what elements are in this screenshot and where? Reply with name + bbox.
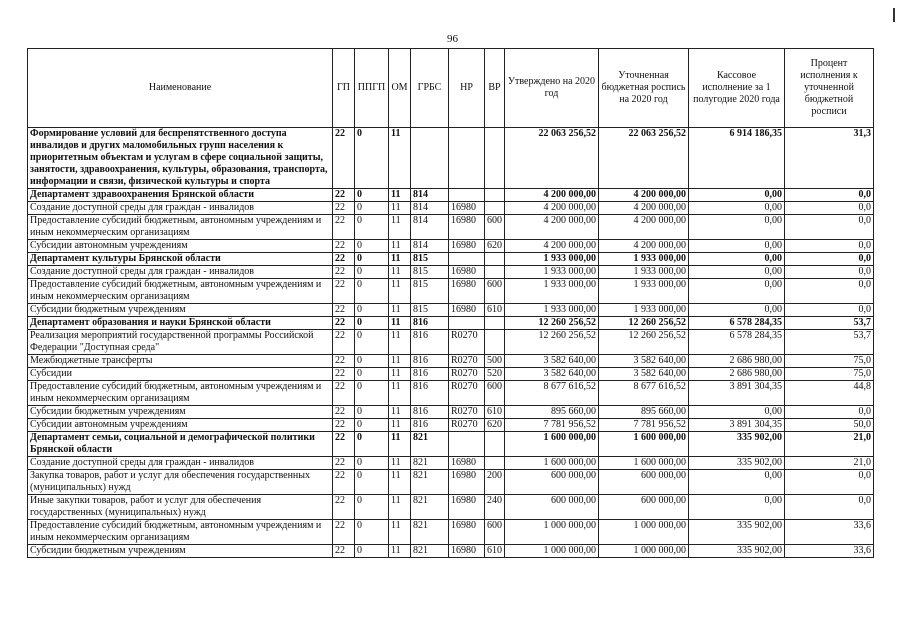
cell-nr bbox=[449, 128, 485, 189]
cell-nr bbox=[449, 253, 485, 266]
cell-approved: 600 000,00 bbox=[505, 495, 599, 520]
cell-grbs: 814 bbox=[411, 240, 449, 253]
cell-name: Субсидии бюджетным учреждениям bbox=[28, 545, 333, 558]
header-gp: ГП bbox=[333, 49, 355, 128]
cell-approved: 4 200 000,00 bbox=[505, 240, 599, 253]
cell-grbs: 814 bbox=[411, 202, 449, 215]
cell-grbs: 821 bbox=[411, 545, 449, 558]
cell-ppgp: 0 bbox=[355, 545, 389, 558]
cell-om: 11 bbox=[389, 215, 411, 240]
cell-gp: 22 bbox=[333, 202, 355, 215]
cell-ppgp: 0 bbox=[355, 368, 389, 381]
cell-vr: 520 bbox=[485, 368, 505, 381]
cell-om: 11 bbox=[389, 266, 411, 279]
header-vr: ВР bbox=[485, 49, 505, 128]
cell-gp: 22 bbox=[333, 266, 355, 279]
table-row bbox=[28, 317, 874, 330]
cell-ppgp: 0 bbox=[355, 495, 389, 520]
table-row bbox=[28, 202, 874, 215]
cell-approved: 3 582 640,00 bbox=[505, 368, 599, 381]
cell-cash: 3 891 304,35 bbox=[689, 419, 785, 432]
cell-cash: 0,00 bbox=[689, 240, 785, 253]
cell-refined: 1 933 000,00 bbox=[599, 266, 689, 279]
cell-om: 11 bbox=[389, 520, 411, 545]
cell-refined: 4 200 000,00 bbox=[599, 215, 689, 240]
header-percent: Процент исполнения к уточненной бюджетной росписи bbox=[785, 49, 874, 128]
cell-vr: 610 bbox=[485, 545, 505, 558]
cell-nr: R0270 bbox=[449, 419, 485, 432]
page-number: 96 bbox=[447, 33, 458, 45]
cell-grbs: 815 bbox=[411, 266, 449, 279]
cell-om: 11 bbox=[389, 457, 411, 470]
cell-approved: 1 933 000,00 bbox=[505, 253, 599, 266]
cell-percent: 0,0 bbox=[785, 202, 874, 215]
cell-name: Формирование условий для беспрепятственного доступа инвалидов и других маломобильных групп населения к приоритетным объектам и услугам в сфере социальной защиты, занятости, здравоохранения, культуры, образования, транспорта, информации и связи, физической культуры и спорта bbox=[28, 128, 333, 189]
cell-cash: 6 914 186,35 bbox=[689, 128, 785, 189]
table-row bbox=[28, 470, 874, 495]
cell-vr bbox=[485, 432, 505, 457]
cell-approved: 3 582 640,00 bbox=[505, 355, 599, 368]
cell-approved: 600 000,00 bbox=[505, 470, 599, 495]
header-om: ОМ bbox=[389, 49, 411, 128]
cell-grbs: 821 bbox=[411, 495, 449, 520]
cell-name: Субсидии автономным учреждениям bbox=[28, 419, 333, 432]
cell-nr: 16980 bbox=[449, 457, 485, 470]
cell-cash: 2 686 980,00 bbox=[689, 368, 785, 381]
table-row bbox=[28, 545, 874, 558]
cell-approved: 1 000 000,00 bbox=[505, 520, 599, 545]
cell-om: 11 bbox=[389, 317, 411, 330]
cell-approved: 1 933 000,00 bbox=[505, 279, 599, 304]
cell-percent: 0,0 bbox=[785, 189, 874, 202]
cell-nr: 16980 bbox=[449, 470, 485, 495]
cell-om: 11 bbox=[389, 253, 411, 266]
table-row bbox=[28, 304, 874, 317]
cell-gp: 22 bbox=[333, 317, 355, 330]
cell-refined: 1 000 000,00 bbox=[599, 520, 689, 545]
cell-om: 11 bbox=[389, 419, 411, 432]
cell-cash: 0,00 bbox=[689, 215, 785, 240]
cell-approved: 4 200 000,00 bbox=[505, 189, 599, 202]
cell-gp: 22 bbox=[333, 368, 355, 381]
cell-vr bbox=[485, 202, 505, 215]
table-row bbox=[28, 215, 874, 240]
cell-percent: 21,0 bbox=[785, 432, 874, 457]
cell-name: Предоставление субсидий бюджетным, автономным учреждениям и иным некоммерческим организациям bbox=[28, 520, 333, 545]
cell-name: Создание доступной среды для граждан - инвалидов bbox=[28, 266, 333, 279]
cell-name: Субсидии автономным учреждениям bbox=[28, 240, 333, 253]
cell-cash: 0,00 bbox=[689, 304, 785, 317]
table-row bbox=[28, 266, 874, 279]
cell-name: Департамент здравоохранения Брянской области bbox=[28, 189, 333, 202]
table-row bbox=[28, 495, 874, 520]
cell-gp: 22 bbox=[333, 355, 355, 368]
table-row bbox=[28, 128, 874, 189]
cell-approved: 12 260 256,52 bbox=[505, 330, 599, 355]
cell-approved: 1 933 000,00 bbox=[505, 266, 599, 279]
cell-vr: 610 bbox=[485, 406, 505, 419]
cell-name: Предоставление субсидий бюджетным, автономным учреждениям и иным некоммерческим организациям bbox=[28, 381, 333, 406]
cell-percent: 0,0 bbox=[785, 266, 874, 279]
cell-refined: 1 933 000,00 bbox=[599, 304, 689, 317]
cell-percent: 53,7 bbox=[785, 330, 874, 355]
cell-om: 11 bbox=[389, 330, 411, 355]
cell-vr: 620 bbox=[485, 419, 505, 432]
cell-approved: 1 600 000,00 bbox=[505, 457, 599, 470]
cell-gp: 22 bbox=[333, 253, 355, 266]
cell-approved: 895 660,00 bbox=[505, 406, 599, 419]
cell-cash: 0,00 bbox=[689, 202, 785, 215]
cell-refined: 3 582 640,00 bbox=[599, 355, 689, 368]
table-row bbox=[28, 419, 874, 432]
cell-vr: 240 bbox=[485, 495, 505, 520]
cell-vr bbox=[485, 266, 505, 279]
cell-om: 11 bbox=[389, 432, 411, 457]
cell-gp: 22 bbox=[333, 240, 355, 253]
cell-refined: 600 000,00 bbox=[599, 495, 689, 520]
cell-name: Создание доступной среды для граждан - инвалидов bbox=[28, 457, 333, 470]
header-nr: НР bbox=[449, 49, 485, 128]
cell-ppgp: 0 bbox=[355, 202, 389, 215]
cell-gp: 22 bbox=[333, 406, 355, 419]
cell-name: Департамент семьи, социальной и демографической политики Брянской области bbox=[28, 432, 333, 457]
cell-vr: 620 bbox=[485, 240, 505, 253]
cell-om: 11 bbox=[389, 189, 411, 202]
cell-percent: 0,0 bbox=[785, 215, 874, 240]
cell-grbs bbox=[411, 128, 449, 189]
cell-ppgp: 0 bbox=[355, 304, 389, 317]
cell-gp: 22 bbox=[333, 381, 355, 406]
table-row bbox=[28, 368, 874, 381]
cell-nr: 16980 bbox=[449, 495, 485, 520]
table-body bbox=[28, 128, 874, 558]
cell-gp: 22 bbox=[333, 520, 355, 545]
cell-cash: 6 578 284,35 bbox=[689, 330, 785, 355]
cell-refined: 4 200 000,00 bbox=[599, 240, 689, 253]
cell-cash: 0,00 bbox=[689, 470, 785, 495]
cell-om: 11 bbox=[389, 128, 411, 189]
budget-table bbox=[27, 48, 874, 558]
cell-approved: 8 677 616,52 bbox=[505, 381, 599, 406]
cell-gp: 22 bbox=[333, 189, 355, 202]
table-row bbox=[28, 189, 874, 202]
cell-percent: 0,0 bbox=[785, 495, 874, 520]
cell-nr: 16980 bbox=[449, 215, 485, 240]
cell-ppgp: 0 bbox=[355, 432, 389, 457]
cell-name: Субсидии бюджетным учреждениям bbox=[28, 304, 333, 317]
cell-vr: 200 bbox=[485, 470, 505, 495]
cell-percent: 0,0 bbox=[785, 470, 874, 495]
table-row bbox=[28, 279, 874, 304]
cell-refined: 1 000 000,00 bbox=[599, 545, 689, 558]
cell-grbs: 821 bbox=[411, 457, 449, 470]
cell-om: 11 bbox=[389, 355, 411, 368]
cell-refined: 4 200 000,00 bbox=[599, 189, 689, 202]
cell-vr bbox=[485, 317, 505, 330]
cell-grbs: 816 bbox=[411, 317, 449, 330]
cell-cash: 2 686 980,00 bbox=[689, 355, 785, 368]
cell-refined: 1 933 000,00 bbox=[599, 279, 689, 304]
cell-vr: 600 bbox=[485, 381, 505, 406]
cell-nr bbox=[449, 432, 485, 457]
cell-percent: 31,3 bbox=[785, 128, 874, 189]
cell-name: Иные закупки товаров, работ и услуг для обеспечения государственных (муниципальных) нужд bbox=[28, 495, 333, 520]
cell-percent: 33,6 bbox=[785, 545, 874, 558]
cell-percent: 50,0 bbox=[785, 419, 874, 432]
cell-nr: 16980 bbox=[449, 279, 485, 304]
table-row bbox=[28, 457, 874, 470]
cell-nr: 16980 bbox=[449, 304, 485, 317]
cell-grbs: 821 bbox=[411, 432, 449, 457]
cell-grbs: 815 bbox=[411, 253, 449, 266]
cell-vr: 600 bbox=[485, 279, 505, 304]
table-row bbox=[28, 253, 874, 266]
cell-grbs: 815 bbox=[411, 279, 449, 304]
cell-om: 11 bbox=[389, 304, 411, 317]
cell-percent: 21,0 bbox=[785, 457, 874, 470]
cell-approved: 4 200 000,00 bbox=[505, 202, 599, 215]
cell-percent: 53,7 bbox=[785, 317, 874, 330]
cell-cash: 6 578 284,35 bbox=[689, 317, 785, 330]
cell-vr bbox=[485, 253, 505, 266]
cell-nr: 16980 bbox=[449, 266, 485, 279]
cell-cash: 0,00 bbox=[689, 406, 785, 419]
cell-percent: 0,0 bbox=[785, 253, 874, 266]
cell-nr: R0270 bbox=[449, 368, 485, 381]
cell-vr bbox=[485, 189, 505, 202]
cell-percent: 33,6 bbox=[785, 520, 874, 545]
cell-nr: 16980 bbox=[449, 202, 485, 215]
cell-nr bbox=[449, 317, 485, 330]
cell-name: Реализация мероприятий государственной программы Российской Федерации "Доступная среда" bbox=[28, 330, 333, 355]
cell-refined: 600 000,00 bbox=[599, 470, 689, 495]
cell-name: Создание доступной среды для граждан - инвалидов bbox=[28, 202, 333, 215]
cell-gp: 22 bbox=[333, 432, 355, 457]
table-row bbox=[28, 432, 874, 457]
cell-gp: 22 bbox=[333, 304, 355, 317]
cell-nr: R0270 bbox=[449, 381, 485, 406]
cell-percent: 0,0 bbox=[785, 240, 874, 253]
cell-name: Субсидии bbox=[28, 368, 333, 381]
cell-nr: R0270 bbox=[449, 355, 485, 368]
cell-gp: 22 bbox=[333, 279, 355, 304]
cell-grbs: 815 bbox=[411, 304, 449, 317]
cell-gp: 22 bbox=[333, 495, 355, 520]
table-row bbox=[28, 381, 874, 406]
cell-ppgp: 0 bbox=[355, 279, 389, 304]
cell-refined: 12 260 256,52 bbox=[599, 317, 689, 330]
cell-ppgp: 0 bbox=[355, 355, 389, 368]
cell-percent: 0,0 bbox=[785, 304, 874, 317]
cell-percent: 44,8 bbox=[785, 381, 874, 406]
cell-name: Субсидии бюджетным учреждениям bbox=[28, 406, 333, 419]
cell-gp: 22 bbox=[333, 215, 355, 240]
cell-cash: 0,00 bbox=[689, 279, 785, 304]
cell-name: Предоставление субсидий бюджетным, автономным учреждениям и иным некоммерческим организациям bbox=[28, 215, 333, 240]
cell-approved: 12 260 256,52 bbox=[505, 317, 599, 330]
cell-gp: 22 bbox=[333, 419, 355, 432]
cell-om: 11 bbox=[389, 240, 411, 253]
cell-nr bbox=[449, 189, 485, 202]
cell-ppgp: 0 bbox=[355, 215, 389, 240]
cell-cash: 0,00 bbox=[689, 495, 785, 520]
cell-nr: 16980 bbox=[449, 545, 485, 558]
cell-vr bbox=[485, 330, 505, 355]
header-cash: Кассовое исполнение за 1 полугодие 2020 года bbox=[689, 49, 785, 128]
cell-om: 11 bbox=[389, 495, 411, 520]
cell-name: Департамент образования и науки Брянской области bbox=[28, 317, 333, 330]
cell-grbs: 816 bbox=[411, 381, 449, 406]
cell-refined: 4 200 000,00 bbox=[599, 202, 689, 215]
cell-ppgp: 0 bbox=[355, 381, 389, 406]
cell-percent: 75,0 bbox=[785, 368, 874, 381]
table-row bbox=[28, 520, 874, 545]
cell-om: 11 bbox=[389, 202, 411, 215]
cell-approved: 1 933 000,00 bbox=[505, 304, 599, 317]
table-row bbox=[28, 355, 874, 368]
cell-grbs: 816 bbox=[411, 419, 449, 432]
cell-grbs: 821 bbox=[411, 470, 449, 495]
cell-percent: 0,0 bbox=[785, 406, 874, 419]
cell-nr: 16980 bbox=[449, 520, 485, 545]
cell-vr: 600 bbox=[485, 215, 505, 240]
cell-nr: R0270 bbox=[449, 406, 485, 419]
cell-nr: R0270 bbox=[449, 330, 485, 355]
cell-refined: 22 063 256,52 bbox=[599, 128, 689, 189]
cell-ppgp: 0 bbox=[355, 330, 389, 355]
cell-om: 11 bbox=[389, 470, 411, 495]
header-grbs: ГРБС bbox=[411, 49, 449, 128]
cell-refined: 1 600 000,00 bbox=[599, 432, 689, 457]
cell-name: Межбюджетные трансферты bbox=[28, 355, 333, 368]
cell-gp: 22 bbox=[333, 545, 355, 558]
cell-gp: 22 bbox=[333, 330, 355, 355]
cell-vr: 600 bbox=[485, 520, 505, 545]
cell-name: Предоставление субсидий бюджетным, автономным учреждениям и иным некоммерческим организациям bbox=[28, 279, 333, 304]
cell-gp: 22 bbox=[333, 457, 355, 470]
cell-cash: 3 891 304,35 bbox=[689, 381, 785, 406]
cell-ppgp: 0 bbox=[355, 266, 389, 279]
cell-ppgp: 0 bbox=[355, 317, 389, 330]
cell-vr: 500 bbox=[485, 355, 505, 368]
cell-cash: 335 902,00 bbox=[689, 545, 785, 558]
cell-vr: 610 bbox=[485, 304, 505, 317]
cell-cash: 335 902,00 bbox=[689, 520, 785, 545]
cell-cash: 335 902,00 bbox=[689, 432, 785, 457]
cell-om: 11 bbox=[389, 381, 411, 406]
table-header-row bbox=[28, 49, 874, 128]
header-name: Наименование bbox=[28, 49, 333, 128]
header-ppgp: ППГП bbox=[355, 49, 389, 128]
cell-refined: 7 781 956,52 bbox=[599, 419, 689, 432]
cell-om: 11 bbox=[389, 406, 411, 419]
cell-refined: 8 677 616,52 bbox=[599, 381, 689, 406]
cell-cash: 0,00 bbox=[689, 266, 785, 279]
cell-grbs: 816 bbox=[411, 355, 449, 368]
cell-approved: 7 781 956,52 bbox=[505, 419, 599, 432]
cell-gp: 22 bbox=[333, 128, 355, 189]
header-approved: Утверждено на 2020 год bbox=[505, 49, 599, 128]
cell-ppgp: 0 bbox=[355, 406, 389, 419]
cell-ppgp: 0 bbox=[355, 419, 389, 432]
cell-cash: 0,00 bbox=[689, 253, 785, 266]
cell-om: 11 bbox=[389, 545, 411, 558]
table-row bbox=[28, 330, 874, 355]
cell-om: 11 bbox=[389, 368, 411, 381]
cell-grbs: 816 bbox=[411, 368, 449, 381]
cell-ppgp: 0 bbox=[355, 470, 389, 495]
cell-approved: 1 000 000,00 bbox=[505, 545, 599, 558]
cell-ppgp: 0 bbox=[355, 253, 389, 266]
cell-name: Департамент культуры Брянской области bbox=[28, 253, 333, 266]
header-refined: Уточненная бюджетная роспись на 2020 год bbox=[599, 49, 689, 128]
cell-name: Закупка товаров, работ и услуг для обеспечения государственных (муниципальных) нужд bbox=[28, 470, 333, 495]
cell-nr: 16980 bbox=[449, 240, 485, 253]
cell-refined: 12 260 256,52 bbox=[599, 330, 689, 355]
cell-percent: 75,0 bbox=[785, 355, 874, 368]
cell-refined: 1 933 000,00 bbox=[599, 253, 689, 266]
cell-om: 11 bbox=[389, 279, 411, 304]
cell-approved: 4 200 000,00 bbox=[505, 215, 599, 240]
cell-percent: 0,0 bbox=[785, 279, 874, 304]
cell-vr bbox=[485, 128, 505, 189]
cell-ppgp: 0 bbox=[355, 189, 389, 202]
cell-vr bbox=[485, 457, 505, 470]
cell-grbs: 814 bbox=[411, 189, 449, 202]
cell-grbs: 816 bbox=[411, 406, 449, 419]
cell-cash: 0,00 bbox=[689, 189, 785, 202]
cell-grbs: 814 bbox=[411, 215, 449, 240]
cell-approved: 22 063 256,52 bbox=[505, 128, 599, 189]
cell-ppgp: 0 bbox=[355, 128, 389, 189]
cell-ppgp: 0 bbox=[355, 457, 389, 470]
table-row bbox=[28, 406, 874, 419]
table-row bbox=[28, 240, 874, 253]
cell-grbs: 821 bbox=[411, 520, 449, 545]
cell-grbs: 816 bbox=[411, 330, 449, 355]
cell-refined: 895 660,00 bbox=[599, 406, 689, 419]
cell-approved: 1 600 000,00 bbox=[505, 432, 599, 457]
cell-gp: 22 bbox=[333, 470, 355, 495]
cell-ppgp: 0 bbox=[355, 520, 389, 545]
cell-ppgp: 0 bbox=[355, 240, 389, 253]
cell-refined: 3 582 640,00 bbox=[599, 368, 689, 381]
cell-refined: 1 600 000,00 bbox=[599, 457, 689, 470]
cell-cash: 335 902,00 bbox=[689, 457, 785, 470]
page-edge-mark bbox=[893, 8, 895, 22]
